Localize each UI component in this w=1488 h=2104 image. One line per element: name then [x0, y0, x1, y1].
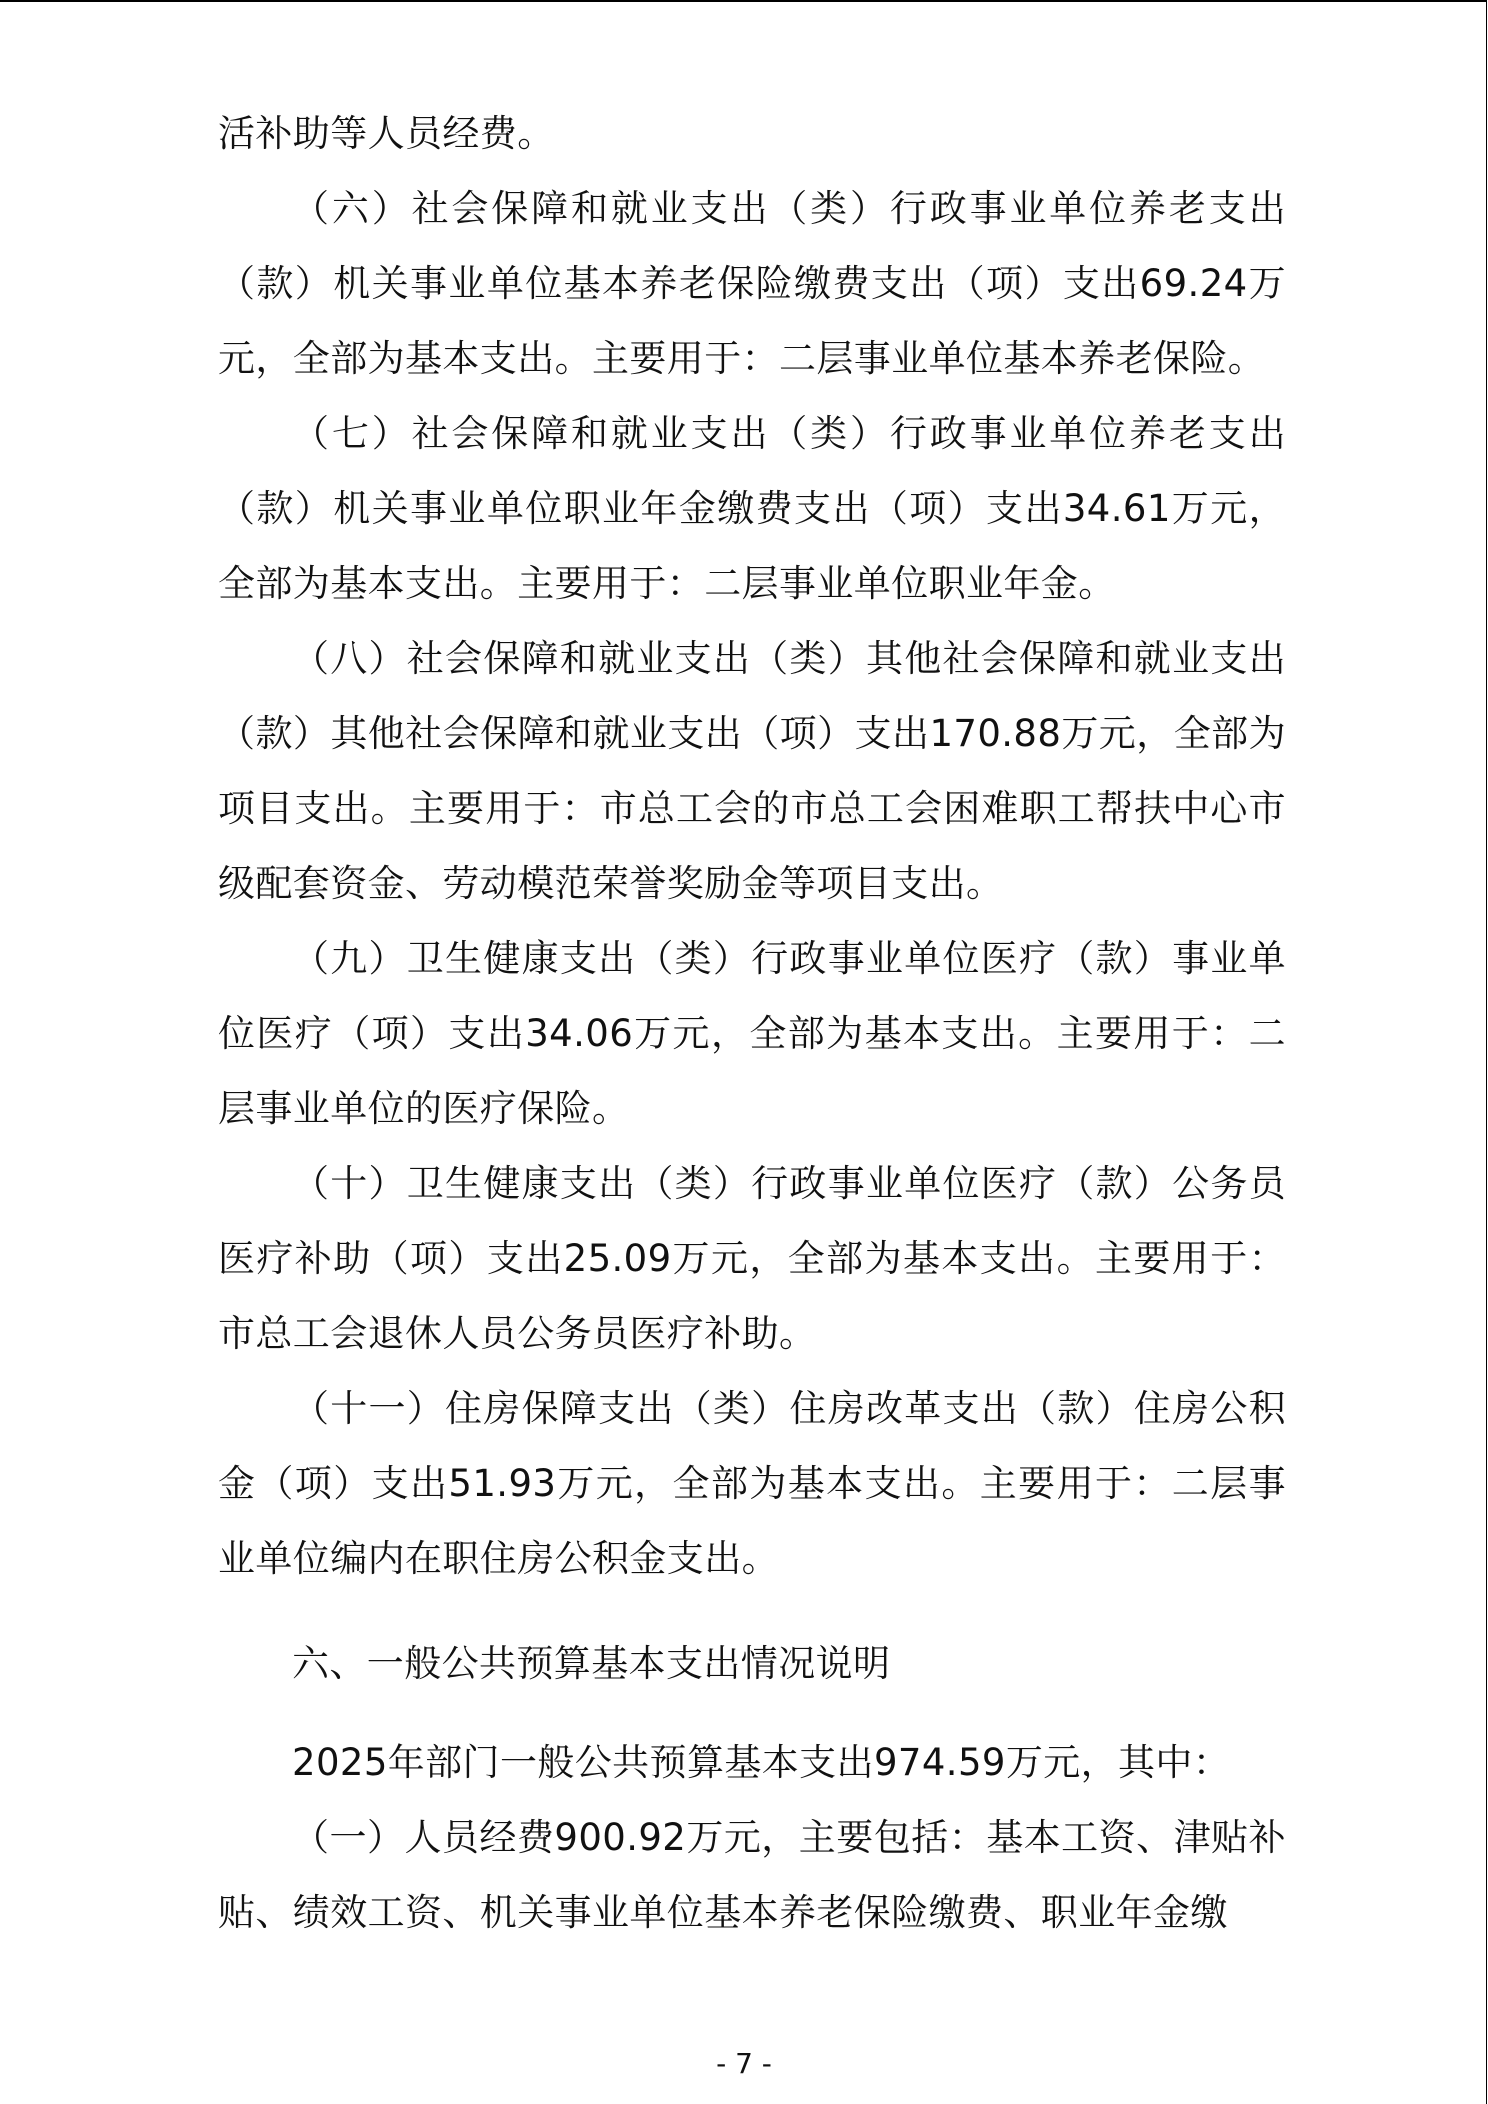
paragraph-item-7: （七）社会保障和就业支出（类）行政事业单位养老支出（款）机关事业单位职业年金缴费支出（项）支出34.61万元，全部为基本支出。主要用于：二层事业单位职业年金。	[218, 412, 1286, 605]
section-heading: 六、一般公共预算基本支出情况说明	[292, 1642, 891, 1685]
page-number: - 7 -	[716, 2047, 772, 2080]
paragraph-item-9: （九）卫生健康支出（类）行政事业单位医疗（款）事业单位医疗（项）支出34.06万元，全部为基本支出。主要用于：二层事业单位的医疗保险。	[218, 937, 1286, 1130]
paragraph-item-11: （十一）住房保障支出（类）住房改革支出（款）住房公积金（项）支出51.93万元，全部为基本支出。主要用于：二层事业单位编内在职住房公积金支出。	[218, 1387, 1286, 1580]
paragraph-item-10: （十）卫生健康支出（类）行政事业单位医疗（款）公务员医疗补助（项）支出25.09万元，全部为基本支出。主要用于：市总工会退休人员公务员医疗补助。	[218, 1162, 1286, 1355]
paragraph-item-6: （六）社会保障和就业支出（类）行政事业单位养老支出（款）机关事业单位基本养老保险缴费支出（项）支出69.24万元，全部为基本支出。主要用于：二层事业单位基本养老保险。	[218, 187, 1286, 380]
paragraph-continuation: 活补助等人员经费。	[218, 112, 555, 155]
paragraph-summary: 2025年部门一般公共预算基本支出974.59万元，其中：	[292, 1741, 1231, 1784]
document-body	[218, 96, 1286, 1950]
paragraph-item-8: （八）社会保障和就业支出（类）其他社会保障和就业支出（款）其他社会保障和就业支出（项）支出170.88万元，全部为项目支出。主要用于：市总工会的市总工会困难职工帮扶中心市级配套资金、劳动模范荣誉奖励金等项目支出。	[218, 637, 1286, 905]
paragraph-personnel-expenses: （一）人员经费900.92万元，主要包括：基本工资、津贴补贴、绩效工资、机关事业单位基本养老保险缴费、职业年金缴	[218, 1816, 1286, 1934]
